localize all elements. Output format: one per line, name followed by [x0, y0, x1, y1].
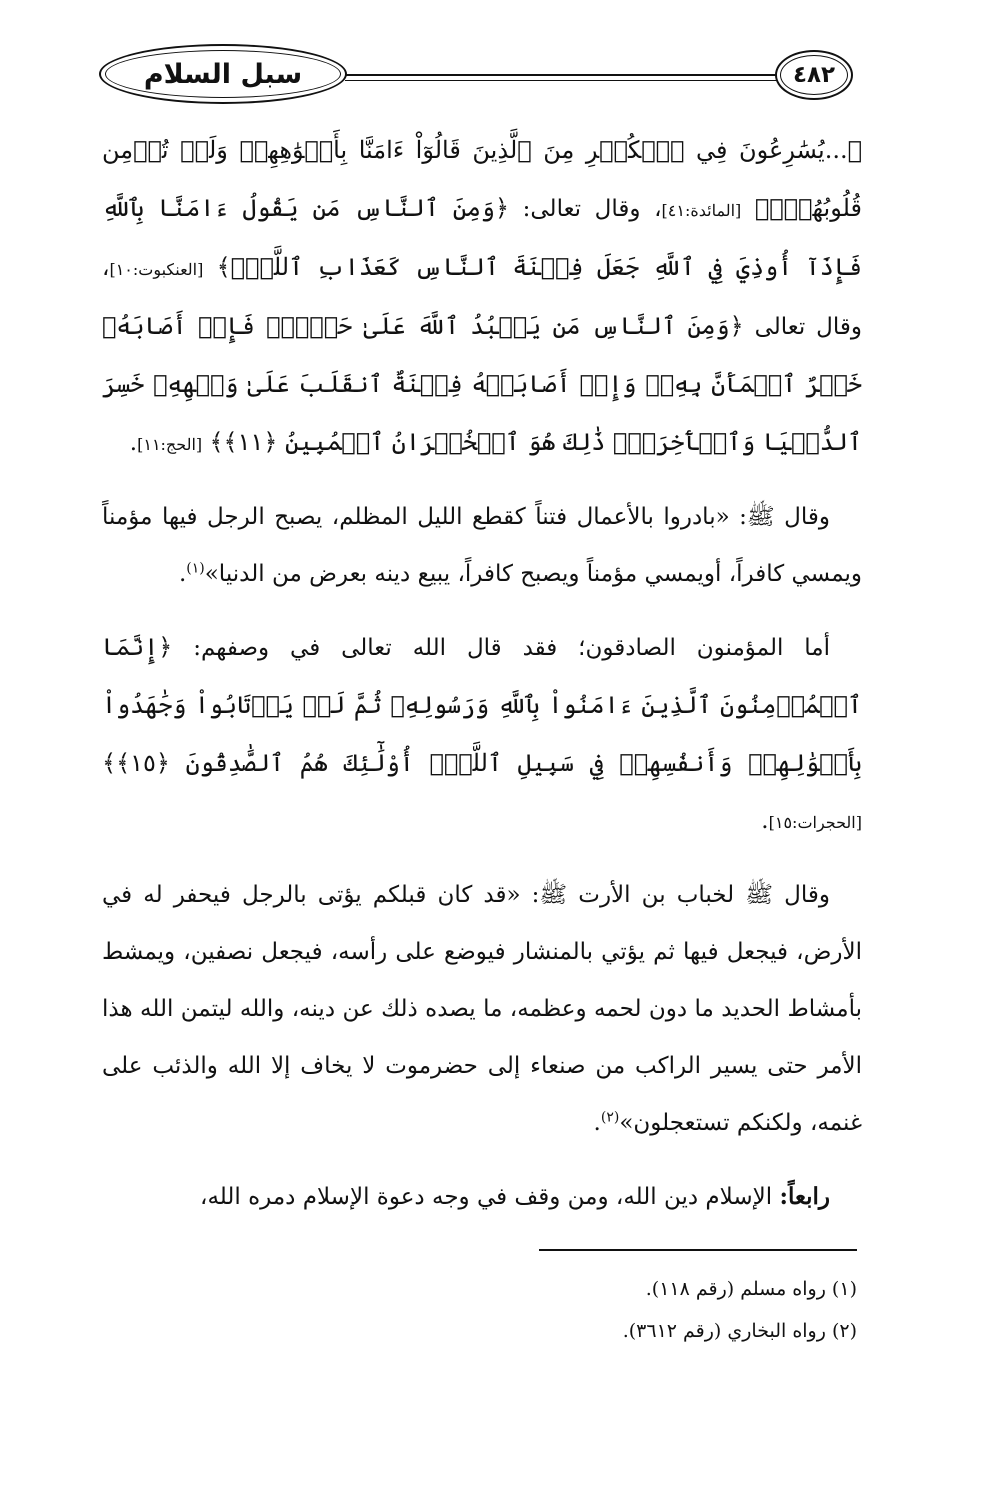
verse-al-ankabut: ﴿وَمِنَ ٱلنَّاسِ مَن يَقُولُ ءَامَنَّا بِٱللَّهِ فَإِذَآ أُوذِيَ فِي ٱللَّهِ جَعَلَ فِتۡنَةَ ٱلنَّاسِ كَعَذَابِ ٱللَّهِۖ﴾ [102, 194, 862, 281]
hadith-text: وقال ﷺ لخباب بن الأرت ﷺ: «قد كان قبلكم يؤتى بالرجل فيحفر له في الأرض، فيجعل فيها ثم يؤتي بالمنشار فيوضع على رأسه، فيجعل نصفين، ويمشط بأمشاط الحديد ما دون لحمه وعظمه، ما يصده ذلك عن دينه، والله ليتمن الله هذا الأمر حتى يسير الراكب من صنعاء إلى حضرموت لا يخاف إلا الله والذئب على غنمه، ولكنكم تستعجلون» [102, 882, 862, 1136]
verse-reference: [الحج:١١] [137, 435, 203, 454]
paragraph-fourth-point [102, 1168, 862, 1226]
text-run: ، وقال تعالى: [509, 196, 662, 222]
verse-al-hajj: ﴿وَمِنَ ٱلنَّاسِ مَن يَعۡبُدُ ٱللَّهَ عَلَىٰ حَرۡفٖۖ فَإِنۡ أَصَابَهُۥ خَيۡرٌ ٱطۡمَأَنَّ بِهِۦۖ وَإِنۡ أَصَابَتۡهُ فِتۡنَةٌ ٱنقَلَبَ عَلَىٰ وَجۡهِهِۦ خَسِرَ ٱلدُّنۡيَا وَٱلۡأٓخِرَةَۚ ذَٰلِكَ هُوَ ٱلۡخُسۡرَانُ ٱلۡمُبِينُ ﴿١١﴾﴾ [102, 312, 862, 456]
text-run: الإسلام دين الله، ومن وقف في وجه دعوة الإسلام دمره الله، [200, 1184, 780, 1210]
footnotes [257, 1268, 857, 1352]
text-run: ، وقال تعالى [102, 255, 862, 340]
paragraph-believers [102, 619, 862, 851]
page-number-frame [775, 50, 853, 100]
footnote-separator [539, 1249, 857, 1251]
footnote-1: (١) رواه مسلم (رقم ١١٨). [645, 1278, 857, 1300]
verse-reference: [المائدة:٤١] [661, 201, 742, 220]
verse-al-hujurat: ﴿إِنَّمَا ٱلۡمُؤۡمِنُونَ ٱلَّذِينَ ءَامَنُواْ بِٱللَّهِ وَرَسُولِهِۦ ثُمَّ لَمۡ يَرۡتَابُواْ وَجَٰهَدُواْ بِأَمۡوَٰلِهِمۡ وَأَنفُسِهِمۡ فِي سَبِيلِ ٱللَّهِۚ أُوْلَٰٓئِكَ هُمُ ٱلصَّٰدِقُونَ ﴿١٥﴾﴾ [102, 633, 862, 777]
paragraph-hadith-khabbab [102, 867, 862, 1152]
paragraph-verses [102, 122, 862, 473]
text-run: . [129, 430, 138, 456]
body-text [102, 122, 862, 1226]
header-rule [345, 74, 777, 76]
chapter-title: سبل السلام [143, 58, 303, 90]
paragraph-hadith-fitan [102, 489, 862, 603]
page-number: ٤٨٢ [792, 62, 836, 88]
text-run: أما المؤمنون الصادقون؛ فقد قال الله تعالى في وصفهم: [172, 635, 830, 661]
verse-reference: [العنكبوت:١٠] [109, 260, 204, 279]
verse-reference: [الحجرات:١٥] [768, 813, 862, 832]
text-run [203, 255, 216, 281]
point-heading: رابعاً: [779, 1183, 830, 1210]
footnote-marker: (١) [186, 560, 205, 577]
page-header [95, 38, 853, 118]
text-run [741, 196, 755, 222]
text-run: . [178, 561, 187, 587]
text-run: . [593, 1110, 601, 1136]
chapter-title-frame [99, 44, 347, 104]
footnote-2: (٢) رواه البخاري (رقم ٣٦١٢). [622, 1320, 857, 1342]
hadith-text: وقال ﷺ: «بادروا بالأعمال فتناً كقطع الليل المظلم، يصبح الرجل فيها مؤمناً ويمسي كافراً، أويمسي مؤمناً ويصبح كافراً، يبيع دينه بعرض من الدنيا» [102, 504, 862, 587]
footnote-marker: (٢) [600, 1109, 620, 1126]
verse-al-maidah: ﴿...يُسَٰرِعُونَ فِي ٱلۡكُفۡرِ مِنَ ٱلَّذِينَ قَالُوٓاْ ءَامَنَّا بِأَفۡوَٰهِهِمۡ وَلَمۡ تُؤۡمِن قُلُوبُهُمۡۛ﴾ [102, 136, 863, 222]
text-run: . [761, 808, 769, 834]
